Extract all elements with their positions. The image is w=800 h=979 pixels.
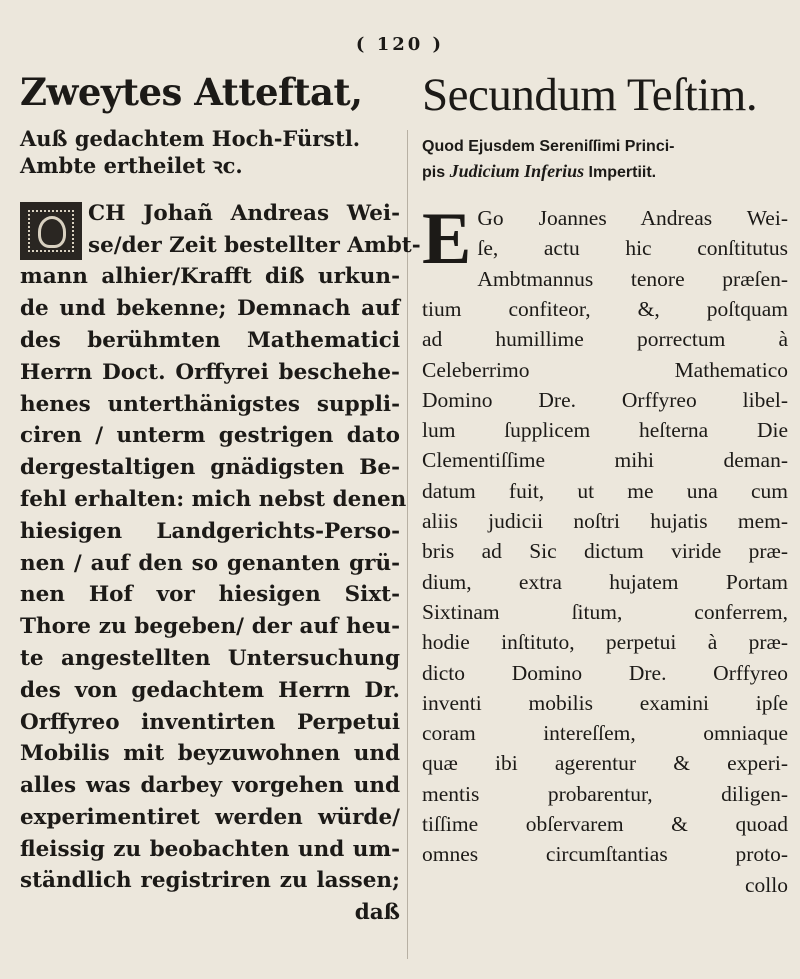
german-line: des berühmten Mathematici: [20, 327, 400, 353]
latin-title: Secundum Teſtim.: [422, 69, 758, 121]
german-line: se/der Zeit bestellter Ambt-: [88, 232, 421, 258]
catchword: daß: [354, 900, 400, 926]
latin-line: mentis probarentur, diligen-: [422, 781, 788, 806]
latin-line: Celeberrimo Mathematico: [422, 357, 788, 382]
german-line: de und bekenne; Demnach auf: [20, 296, 400, 322]
german-line: te angestellten Untersuchung: [20, 645, 400, 671]
latin-line: Sixtinam ſitum, conferrem,: [422, 599, 788, 624]
latin-line: datum fuit, ut me una cum: [422, 478, 788, 503]
german-line: Mobilis mit beyzuwohnen und: [20, 741, 400, 767]
german-line: nen / auf den so genanten grü-: [20, 550, 400, 576]
german-line: ständlich registriren zu lassen;: [20, 868, 400, 894]
subtitle-italic: Judicium Inferius: [449, 160, 585, 181]
german-line: mann alhier/Krafft diß urkun-: [20, 264, 400, 290]
subtitle-text: pis: [422, 163, 450, 181]
catchword: collo: [745, 872, 788, 897]
latin-line: ſe, actu hic conſtitutus: [477, 236, 788, 261]
latin-line: Domino Dre. Orffyreo libel-: [422, 387, 788, 412]
german-line: Orffyreo inventirten Perpetui: [20, 709, 400, 735]
german-line: hiesigen Landgerichts-Perso-: [20, 518, 400, 544]
latin-column: [422, 70, 788, 900]
latin-subtitle-line: Quod Ejusdem Sereniſſimi Princi-: [422, 137, 675, 155]
german-line: fleissig zu beobachten und um-: [20, 836, 400, 862]
latin-line: dicto Domino Dre. Orffyreo: [422, 660, 788, 685]
german-subtitle-line: Ambte ertheilet ꝛc.: [20, 152, 243, 178]
latin-line: lum ſupplicem heſterna Die: [422, 418, 788, 443]
latin-line: Clementiſſime mihi deman-: [422, 448, 788, 473]
german-subtitle-line: Auß gedachtem Hoch-Fürstl.: [20, 126, 361, 151]
latin-subtitle: [422, 135, 788, 184]
ornamental-initial-icon: [20, 202, 82, 260]
german-line: experimentiret werden würde/: [20, 804, 400, 830]
latin-subtitle-line: [422, 158, 788, 184]
drop-cap: E: [422, 198, 472, 281]
german-column: [20, 70, 421, 929]
latin-line: ad humillime porrectum à: [422, 327, 788, 352]
latin-line: Ambtmannus tenore præſen-: [477, 266, 788, 291]
german-title: Zweytes Atteftat,: [20, 70, 363, 114]
latin-line: inventi mobilis examini ipſe: [422, 690, 788, 715]
german-line: des von gedachtem Herrn Dr.: [20, 677, 400, 703]
german-body: [20, 198, 421, 929]
latin-line: hodie inſtituto, perpetui à præ-: [422, 630, 788, 655]
latin-line: quæ ibi agerentur & experi-: [422, 751, 788, 776]
latin-line: coram intereſſem, omniaque: [422, 721, 788, 746]
latin-line: dium, extra hujatem Portam: [422, 569, 788, 594]
latin-line: Go Joannes Andreas Wei-: [477, 206, 788, 231]
page-number: ( 120 ): [355, 34, 445, 55]
latin-line: bris ad Sic dictum viride præ-: [422, 539, 788, 564]
german-subtitle: [20, 126, 400, 180]
german-line: ciren / unterm gestrigen dato: [20, 423, 400, 449]
german-line: Herrn Doct. Orffyrei beschehe-: [20, 359, 400, 385]
latin-line: tiſſime obſervarem & quoad: [422, 812, 788, 836]
german-line: dergestaltigen gnädigsten Be-: [20, 455, 400, 481]
german-line: CH Johañ Andreas Wei-: [88, 200, 400, 226]
latin-line: omnes circumſtantias proto-: [422, 842, 788, 867]
subtitle-text: Impertiit.: [584, 163, 657, 181]
latin-body: [422, 198, 788, 900]
german-line: fehl erhalten: mich nebst denen: [20, 486, 407, 512]
german-line: nen Hof vor hiesigen Sixt-: [20, 582, 400, 608]
german-line: alles was darbey vorgehen und: [20, 773, 400, 799]
german-line: henes unterthänigstes suppli-: [20, 391, 400, 417]
german-line: Thore zu begeben/ der auf heu-: [20, 614, 400, 640]
latin-line: tium confiteor, &, poſtquam: [422, 296, 788, 321]
latin-line: aliis judicii noſtri hujatis mem-: [422, 509, 788, 534]
